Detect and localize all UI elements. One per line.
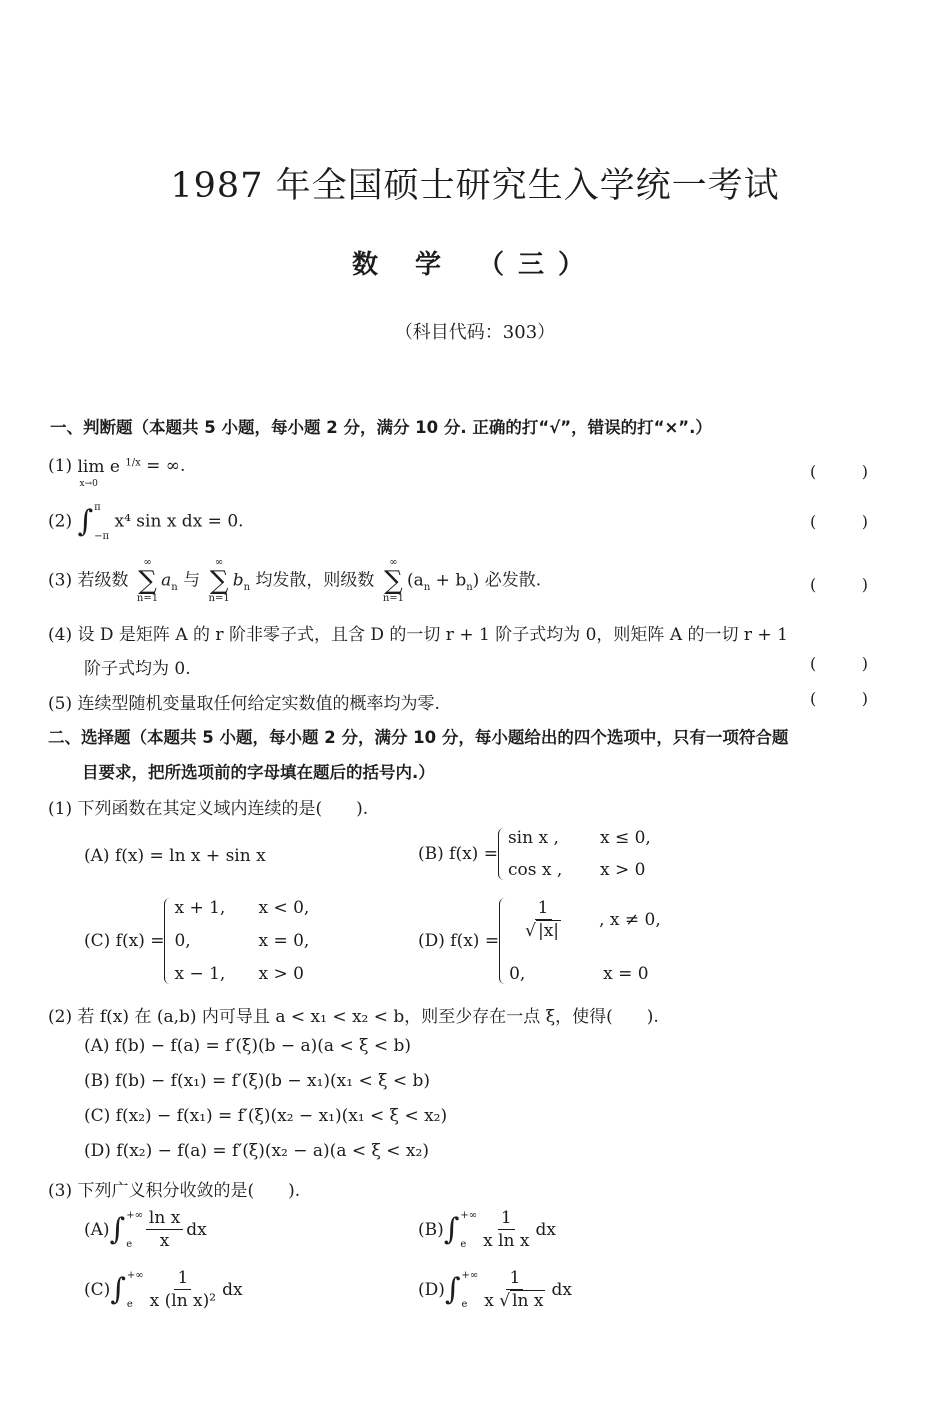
s1-question-4: (4) 设 D 是矩阵 A 的 r 阶非零子式，且含 D 的一切 r + 1 阶子式均为 0，则矩阵 A 的一切 r + 1 <box>48 625 788 645</box>
s2-q3-option-a: (A) ∫ +∞ e $\frac{\text{ln x}}{x}$ dx <box>84 1208 207 1252</box>
section2-heading: 二、选择题（本题共 5 小题，每小题 2 分，满分 10 分，每小题给出的四个选项中，只有一项符合题 <box>48 728 789 747</box>
s1-question-2: (2) ∫ π −π x⁴ sin x dx = 0. <box>48 502 244 542</box>
s2-q2-option-a: (A) f(b) − f(a) = f′(ξ)(b − a)(a < ξ < b) <box>84 1036 412 1056</box>
section2-heading-cont: 目要求，把所选项前的字母填在题后的括号内.） <box>82 763 435 782</box>
answer-blank-3[interactable]: ( ) <box>810 575 868 594</box>
lim-expr: lim e <box>77 456 120 477</box>
sum-sign: ∞ ∑ n=1 <box>382 557 405 604</box>
s2-q1-option-a: (A) f(x) = ln x + sin x <box>84 846 266 866</box>
s2-q1-stem: (1) 下列函数在其定义域内连续的是( ). <box>48 799 369 819</box>
answer-blank-1[interactable]: ( ) <box>810 462 868 481</box>
sum-sign: ∞ ∑ n=1 <box>136 557 159 604</box>
s1-question-1: (1) lim e $^{1/x}$ x→0 = ∞. <box>48 456 186 489</box>
s2-q1-option-c: (C) f(x) = x + 1, x < 0, 0, x = 0, x − 1, x > 0 <box>84 898 310 984</box>
s2-q3-option-b: (B) ∫ +∞ e $\frac{1}{\text{x ln x}}$ dx <box>418 1208 556 1252</box>
s1-question-3: (3) 若级数 ∞ ∑ n=1 $a_n$ 与 ∞ ∑ n=1 $b_n$ 均发散，则级数 ∞ ∑ n=1 $(a_n + b_n)$ 必发散. <box>48 557 542 604</box>
exam-title: 1987 年全国硕士研究生入学统一考试 <box>170 166 780 206</box>
s2-q1-option-d: (D) f(x) = $\frac{1}{√ |x|}$ , x ≠ 0, 0, x = 0 <box>418 898 661 984</box>
s2-q2-stem: (2) 若 f(x) 在 (a,b) 内可导且 a < x₁ < x₂ < b，则至少存在一点 ξ，使得( ). <box>48 1007 659 1027</box>
subject-code: （科目代码：303） <box>394 322 556 343</box>
s2-q1-option-b: (B) f(x) = sin x , x ≤ 0, cos x , x > 0 <box>418 828 651 880</box>
sum-sign: ∞ ∑ n=1 <box>208 557 230 604</box>
integral-sign: ∫ π −π <box>77 502 110 542</box>
s2-q3-stem: (3) 下列广义积分收敛的是( ). <box>48 1181 301 1201</box>
s1-question-5: (5) 连续型随机变量取任何给定实数值的概率均为零. <box>48 694 440 714</box>
section1-heading: 一、判断题（本题共 5 小题，每小题 2 分，满分 10 分. 正确的打“√”，错误的打“×”.） <box>50 418 712 437</box>
answer-blank-4[interactable]: ( ) <box>810 654 868 673</box>
s2-q2-option-b: (B) f(b) − f(x₁) = f′(ξ)(b − x₁)(x₁ < ξ < b) <box>84 1071 431 1091</box>
s2-q2-option-c: (C) f(x₂) − f(x₁) = f′(ξ)(x₂ − x₁)(x₁ < ξ < x₂) <box>84 1106 448 1126</box>
answer-blank-2[interactable]: ( ) <box>810 512 868 531</box>
answer-blank-5[interactable]: ( ) <box>810 689 868 708</box>
s2-q3-option-d: (D) ∫ +∞ e $\frac{1}{\text{x √ ln x}}$ dx <box>418 1268 572 1312</box>
s1-question-4-cont: 阶子式均为 0. <box>84 659 191 679</box>
subject-title: 数 学 （三） <box>351 250 599 280</box>
s2-q3-option-c: (C) ∫ +∞ e $\frac{1}{\text{x (ln x)²}}$ dx <box>84 1268 243 1312</box>
s2-q2-option-d: (D) f(x₂) − f(a) = f′(ξ)(x₂ − a)(a < ξ < x₂) <box>84 1141 429 1161</box>
